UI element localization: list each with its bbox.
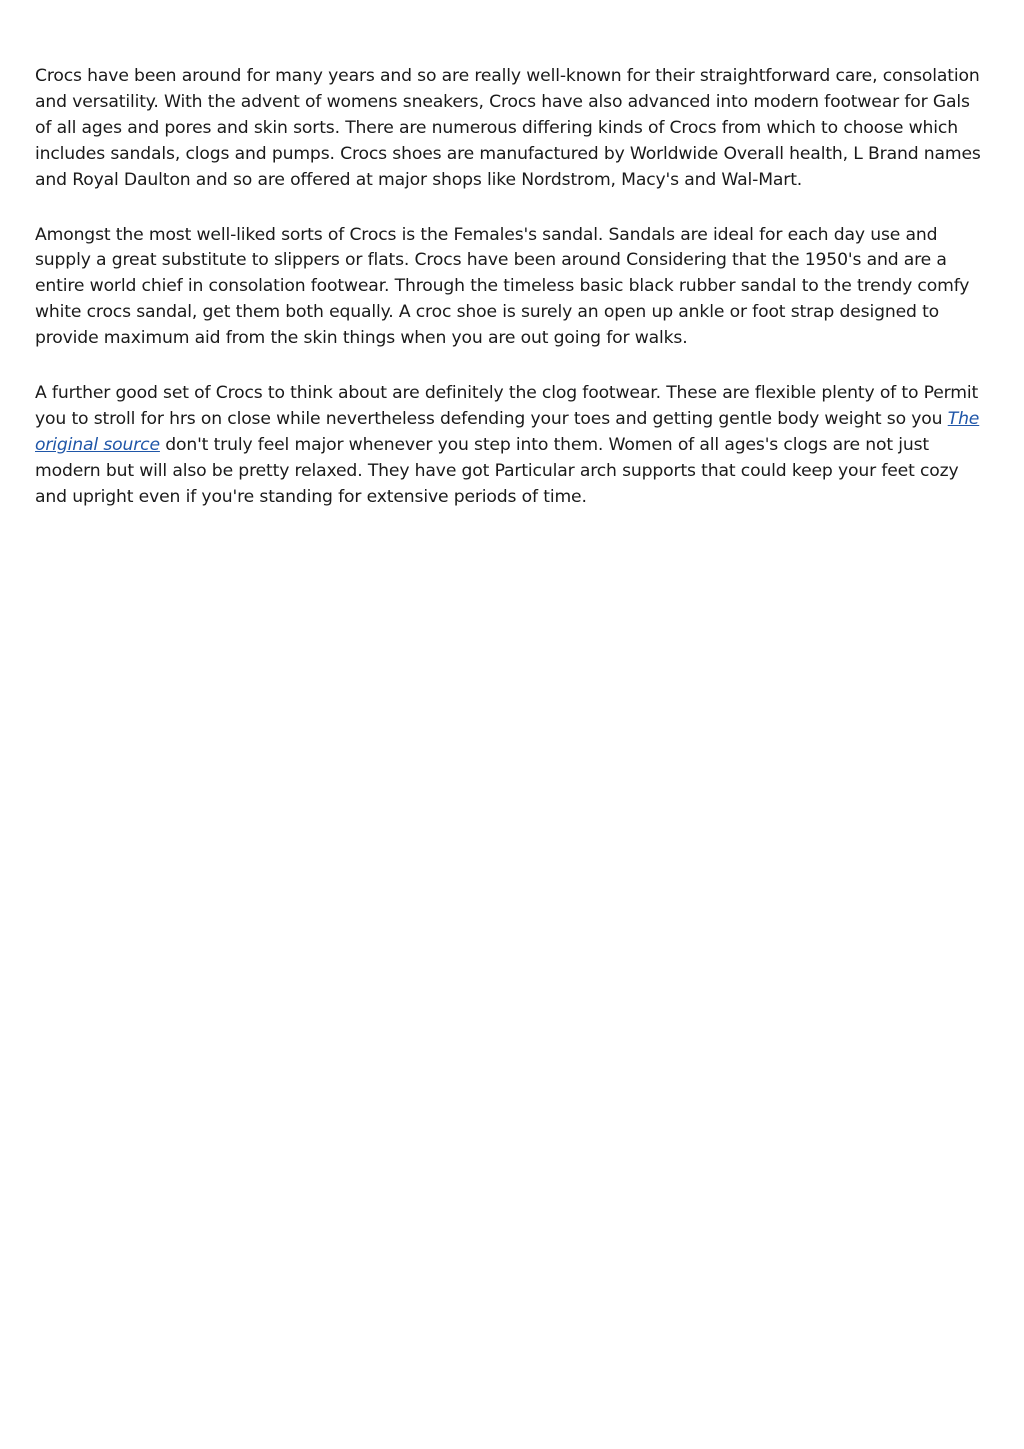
paragraph-1: Crocs have been around for many years and so are really well-known for their straightforward care, consolation and versatility. With the advent of womens sneakers, Crocs have also advanced into modern footwear for Gals of all ages and pores and skin sorts. There are numerous differing kinds of Crocs from which to choose which includes sandals, clogs and pumps. Crocs shoes are manufactured by Worldwide Overall health, L Brand names and Royal Daulton and so are offered at major shops like Nordstrom, Macy's and Wal-Mart. — [35, 66, 981, 190]
paragraph-3 — [35, 381, 990, 511]
original-source-link[interactable]: The original source — [35, 408, 980, 455]
paragraph-2: Amongst the most well-liked sorts of Crocs is the Females's sandal. Sandals are ideal for each day use and supply a great substitute to slippers or flats. Crocs have been around Considering that the 1950's and are a entire world chief in consolation footwear. Through the timeless basic black rubber sandal to the trendy comfy white crocs sandal, get them both equally. A croc shoe is surely an open up ankle or foot strap designed to provide maximum aid from the skin things when you are out going for walks. — [35, 224, 970, 349]
document-body — [35, 64, 990, 540]
paragraph-3-text-before-link: A further good set of Crocs to think about are definitely the clog footwear. These are flexible plenty of to Permit you to stroll for hrs on close while nevertheless defending your toes and getting gentle body weight so you — [35, 383, 979, 429]
paragraph-3-text-after-link: don't truly feel major whenever you step into them. Women of all ages's clogs are not just modern but will also be pretty relaxed. They have got Particular arch supports that could keep your feet cozy and upright even if you're standing for extensive periods of time. — [35, 434, 959, 507]
